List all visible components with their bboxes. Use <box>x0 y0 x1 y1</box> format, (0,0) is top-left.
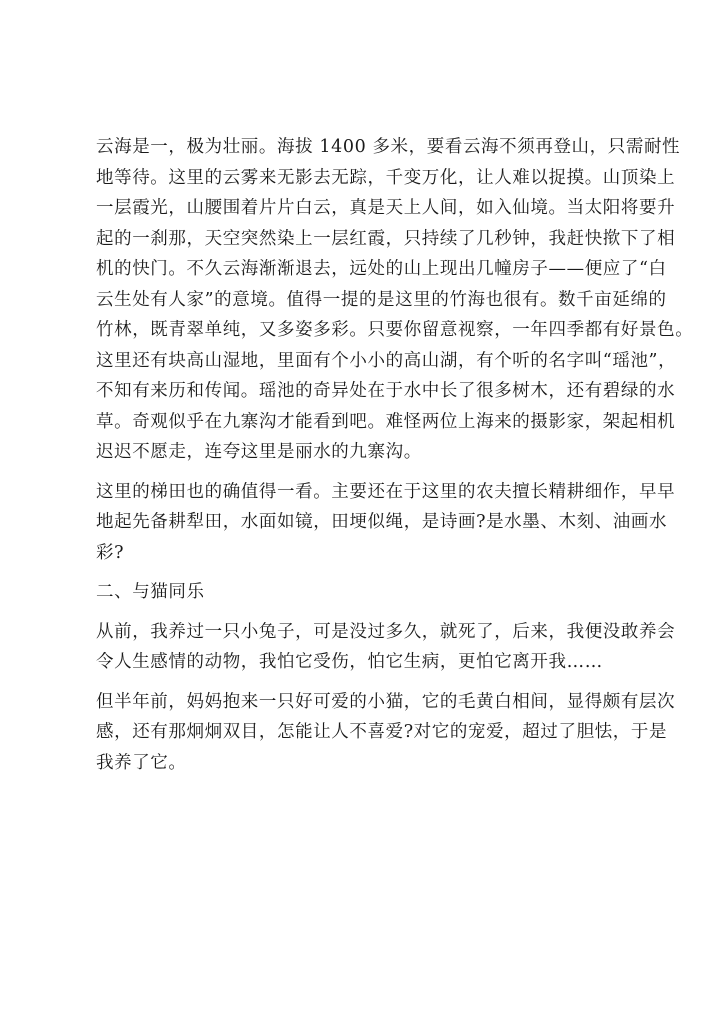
text-line: 感，还有那炯炯双目，怎能让人不喜爱?对它的宠爱，超过了胆怯，于是 <box>96 722 668 742</box>
paragraph-yunhai <box>96 132 694 468</box>
text-line: 这里还有块高山湿地，里面有个小小的高山湖，有个听的名字叫“瑶池”， <box>96 350 677 371</box>
text-line: 不知有来历和传闻。瑶池的奇异处在于水中长了很多树木，还有碧绿的水 <box>96 381 676 401</box>
text-line: 机的快门。不久云海渐渐退去，远处的山上现出几幢房子——便应了“白 <box>96 259 667 279</box>
text-line: 但半年前，妈妈抱来一只好可爱的小猫，它的毛黄白相间，显得颇有层次 <box>96 691 676 712</box>
paragraph-rabbit <box>96 617 676 678</box>
text-line: 一层霞光，山腰围着片片白云，真是天上人间，如入仙境。当太阳将要升 <box>96 198 676 218</box>
text-line: 云生处有人家”的意境。值得一提的是这里的竹海也很有。数千亩延绵的 <box>96 289 667 310</box>
section-heading-text: 二、与猫同乐 <box>96 582 205 602</box>
text-line: 地起先备耕犁田，水面如镜，田埂似绳，是诗画?是水墨、木刻、油画水 <box>96 512 668 532</box>
paragraph-titian <box>96 477 676 569</box>
text-line: 地等待。这里的云雾来无影去无踪，千变万化，让人难以捉摸。山顶染上 <box>96 167 676 188</box>
text-line: 从前，我养过一只小兔子，可是没过多久，就死了，后来，我便没敢养会 <box>96 621 676 642</box>
text-line: 我养了它。 <box>96 752 187 773</box>
text-line: 令人生感情的动物，我怕它受伤，怕它生病，更怕它离开我…… <box>96 652 603 672</box>
text-line: 竹林，既青翠单纯，又多姿多彩。只要你留意视察，一年四季都有好景色。 <box>96 320 694 340</box>
document-body <box>96 132 694 778</box>
text-line: 这里的梯田也的确值得一看。主要还在于这里的农夫擅长精耕细作，早早 <box>96 481 676 502</box>
text-line: 草。奇观似乎在九寨沟才能看到吧。难怪两位上海来的摄影家，架起相机 <box>96 411 676 432</box>
text-line: 云海是一，极为壮丽。海拔 1400 多米，要看云海不须再登山，只需耐性 <box>96 137 681 157</box>
paragraph-cat <box>96 687 676 779</box>
text-line: 起的一刹那，天空突然染上一层红霞，只持续了几秒钟，我赶快揿下了相 <box>96 228 676 249</box>
section-heading <box>96 577 636 608</box>
text-line: 彩? <box>96 542 125 563</box>
text-line: 迟迟不愿走，连夸这里是丽水的九寨沟。 <box>96 442 422 462</box>
